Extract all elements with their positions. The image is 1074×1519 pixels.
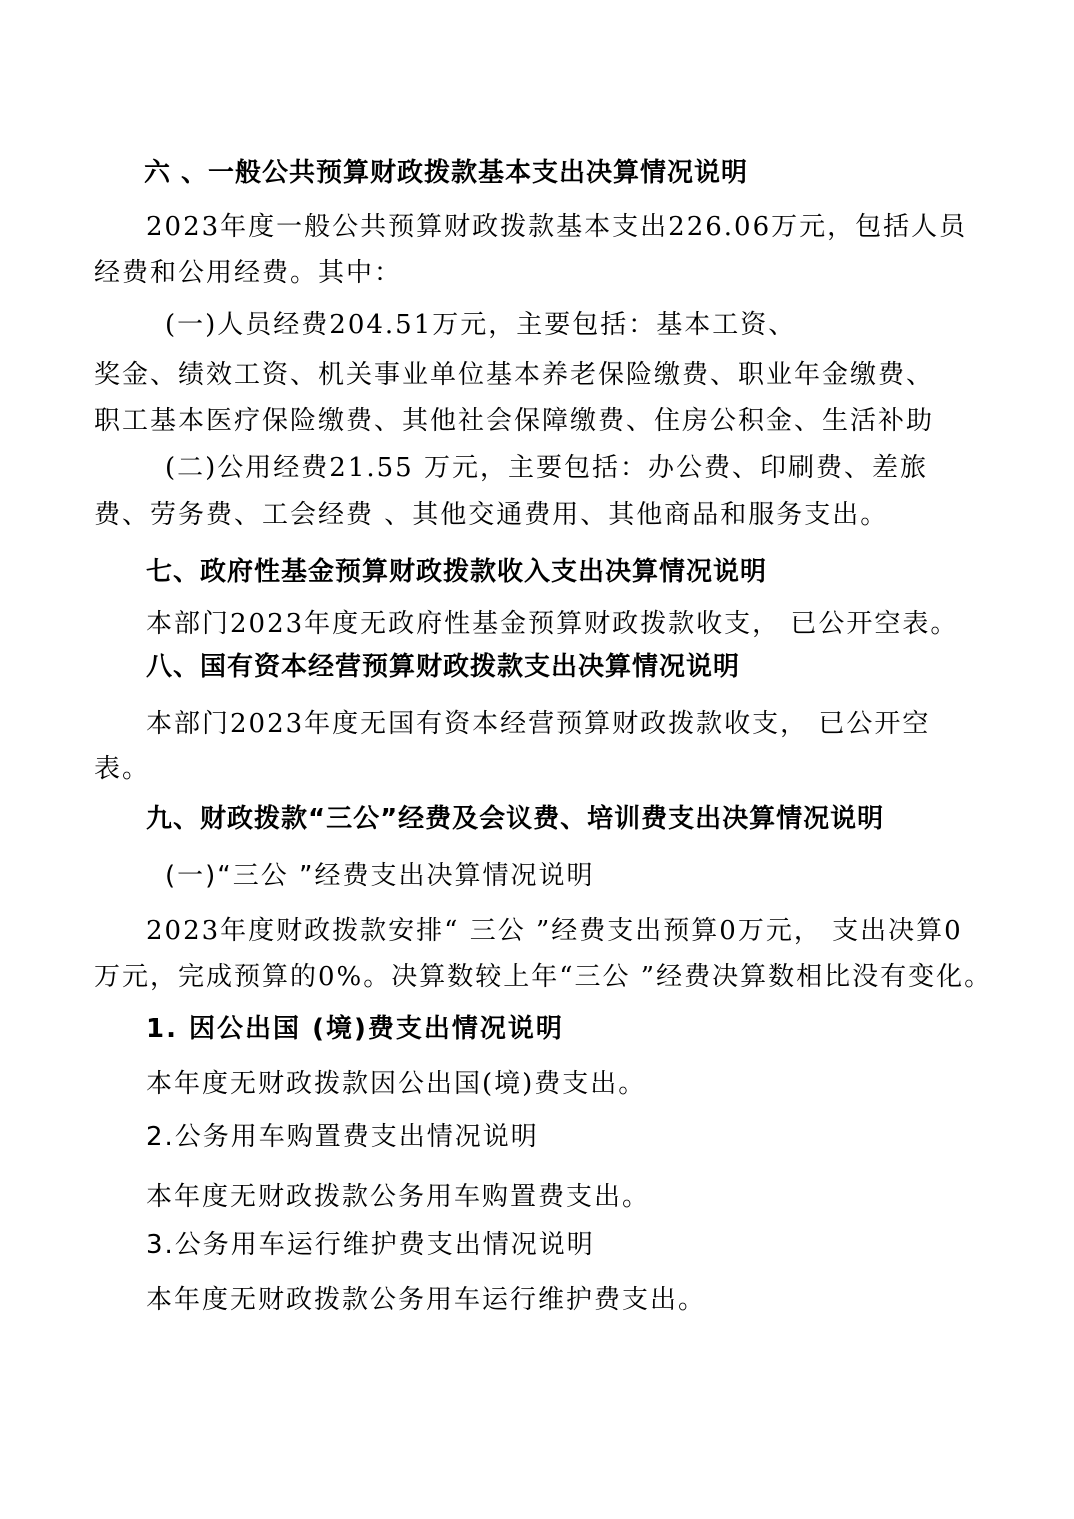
section-8-paragraph-line-1: 本部门2023年度无国有资本经营预算财政拨款收支， 已公开空 — [146, 709, 931, 739]
item-3-heading: 3.公务用车运行维护费支出情况说明 — [146, 1230, 595, 1260]
section-6-heading: 六 、一般公共预算财政拨款基本支出决算情况说明 — [144, 158, 749, 188]
section-6-public-funds-line-1: (二)公用经费21.55 万元，主要包括：办公费、印刷费、差旅 — [165, 453, 928, 483]
section-7-paragraph: 本部门2023年度无政府性基金预算财政拨款收支， 已公开空表。 — [146, 609, 959, 639]
section-6-public-funds-line-2: 费、劳务费、工会经费 、其他交通费用、其他商品和服务支出。 — [94, 500, 889, 530]
item-2-heading: 2.公务用车购置费支出情况说明 — [146, 1122, 539, 1152]
item-3-text: 本年度无财政拨款公务用车运行维护费支出。 — [146, 1285, 707, 1315]
item-1-text: 本年度无财政拨款因公出国(境)费支出。 — [146, 1069, 647, 1099]
section-9-subheading: (一)“三公 ”经费支出决算情况说明 — [165, 861, 595, 891]
section-9-paragraph-line-2: 万元，完成预算的0%。决算数较上年“三公 ”经费决算数相比没有变化。 — [94, 962, 993, 992]
section-9-heading: 九、财政拨款“三公”经费及会议费、培训费支出决算情况说明 — [146, 804, 885, 834]
section-6-personnel-line-1: (一)人员经费204.51万元，主要包括：基本工资、 — [165, 310, 797, 340]
item-1-heading: 1. 因公出国 (境)费支出情况说明 — [146, 1014, 564, 1044]
section-6-personnel-line-2: 奖金、绩效工资、机关事业单位基本养老保险缴费、职业年金缴费、 — [94, 360, 935, 390]
section-6-paragraph-1-line-1: 2023年度一般公共预算财政拨款基本支出226.06万元，包括人员 — [146, 212, 968, 242]
section-6-paragraph-1-line-2: 经费和公用经费。其中： — [94, 258, 403, 288]
section-9-paragraph-line-1: 2023年度财政拨款安排“ 三公 ”经费支出预算0万元， 支出决算0 — [146, 916, 963, 946]
item-2-text: 本年度无财政拨款公务用车购置费支出。 — [146, 1182, 651, 1212]
section-8-paragraph-line-2: 表。 — [94, 754, 151, 784]
section-7-heading: 七、政府性基金预算财政拨款收入支出决算情况说明 — [146, 557, 768, 587]
section-6-personnel-line-3: 职工基本医疗保险缴费、其他社会保障缴费、住房公积金、生活补助 — [94, 406, 935, 436]
section-8-heading: 八、国有资本经营预算财政拨款支出决算情况说明 — [146, 652, 741, 682]
